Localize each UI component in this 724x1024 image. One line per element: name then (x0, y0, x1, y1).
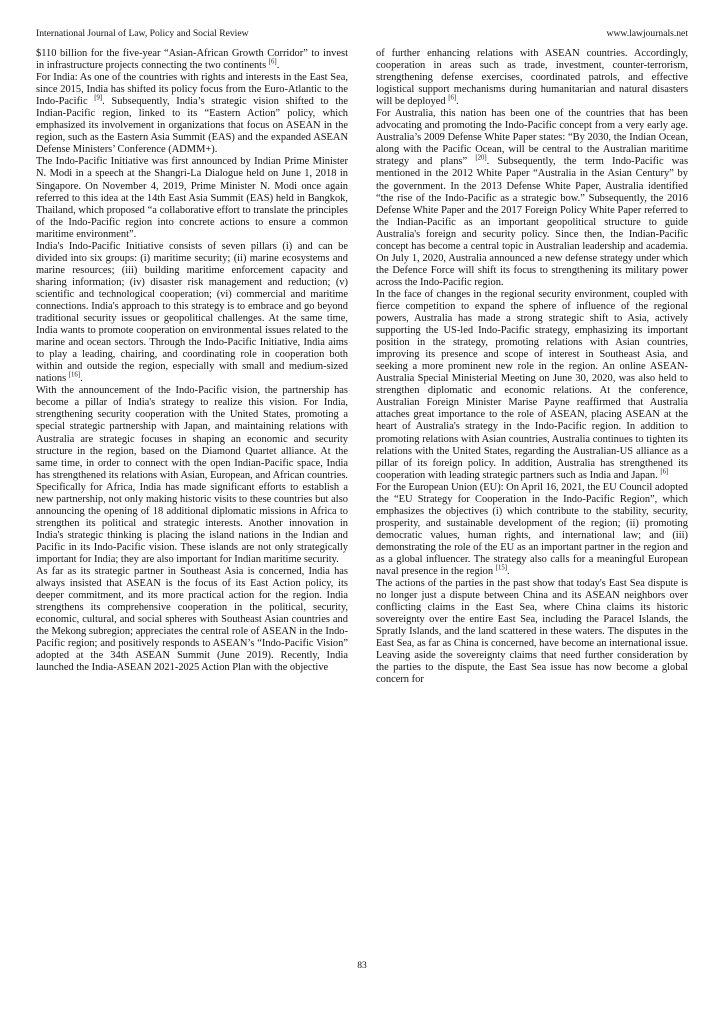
paragraph-text: of further enhancing relations with ASEAN countries. Accordingly, cooperation in areas such as trade, investment, counter-terrorism, strengthening defense exercises, coordinated patrols, and effective logistical support mechanisms during humanitarian and natural disasters will be deployed (376, 48, 688, 108)
citation-ref: [6] (448, 94, 457, 102)
paragraph (376, 289, 688, 482)
journal-website: www.lawjournals.net (606, 28, 688, 39)
left-column (36, 48, 348, 674)
citation-ref: [15] (495, 564, 508, 572)
paragraph (376, 482, 688, 578)
paragraph-text: The Indo-Pacific Initiative was first announced by Indian Prime Minister N. Modi in a speech at the Shangri-La Dialogue held on June 1, 2018 in Singapore. On November 4, 2019, Prime Minister N. Modi once again referred to this idea at the 14th East Asia Summit (EAS) held in Bangkok, Thailand, which proposed “a collaborative effort to translate the principles of the Indo-Pacific region into concrete actions to ensure a common maritime environment”. (36, 156, 348, 240)
paragraph (36, 385, 348, 566)
citation-ref: [6] (268, 58, 277, 66)
paragraph-text: . Subsequently, the term Indo-Pacific was mentioned in the 2012 White Paper “Australia in the Asian Century” by the government. In the 2013 Defense White Paper, Australia identified “the rise of the Indo-Pacific as a strategic bow.” Subsequently, the 2016 Defense White Paper and the 2017 Foreign Policy White Paper referred to the Indian-Pacific as an important geopolitical structure to guide Australia's foreign and security policy. Since then, the Indian-Pacific concept has become a central topic in Australian leadership and academia. On July 1, 2020, Australia announced a new defense strategy under which the Defence Force will shift its focus to strengthening its military power across the Indo-Pacific region. (376, 156, 689, 288)
paragraph-text: For the European Union (EU): On April 16, 2021, the EU Council adopted the “EU Strategy for Cooperation in the Indo-Pacific Region”, which emphasizes the objectives (i) which contribute to the stability, security, prosperity, and sustainable development of the region; (ii) promoting democratic values, human rights, and international law; and (iii) demonstrating the role of the EU as an important partner in the region and as a global influencer. The strategy also calls for a meaningful European naval presence in the region (376, 481, 688, 578)
paragraph-text: In the face of changes in the regional security environment, coupled with fierce competition to expand the sphere of influence of the regional powers, Australia has made a strong strategic shift to Asia, actively supporting the US-led Indo-Pacific strategy, emphasizing its important position in the strategy, promoting relations with Asian countries, improving its presence and scope of interest in Southeast Asia, and seeking a more prominent new role in the region. An online ASEAN-Australia Special Ministerial Meeting on June 30, 2020, was also held to strengthen diplomatic and economic relations. At the conference, Australian Foreign Minister Marise Payne reaffirmed that Australia attaches great importance to the role of ASEAN, placing ASEAN at the heart of Australia's strategy in the Indo-Pacific region. In addition to promoting relations with Asian countries, Australia continues to tighten its relations with the United States, regarding the Australian-US alliance as a pillar of its foreign policy. In addition, Australia has strengthened its cooperation with leading strategic partners such as India and Japan. (376, 288, 688, 481)
paragraph-text: As far as its strategic partner in Southeast Asia is concerned, India has always insisted that ASEAN is the focus of its East Action policy, its deeper commitment, and its more practical action for the region. India strengthens its comprehensive cooperation in the political, security, economic, cultural, and social spheres with Southeast Asian countries and the Mekong subregion; appreciates the central role of ASEAN in the Indo-Pacific region; and positively responds to ASEAN’s “Indo-Pacific Vision” adopted at the 34th ASEAN Summit (June 2019). Recently, India launched the India-ASEAN 2021-2025 Action Plan with the objective (36, 566, 348, 674)
right-column (376, 48, 688, 686)
paragraph-text: For Australia, this nation has been one of the countries that has been advocating and promoting the Indo-Pacific concept from a very early age. Australia’s 2009 Defense White Paper states: “By 2030, the Indian Ocean, along with the Pacific Ocean, will be central to the Australian maritime strategy and plans” (376, 108, 688, 168)
paragraph (36, 241, 348, 386)
citation-ref: [9] (94, 94, 103, 102)
paragraph-text: India's Indo-Pacific Initiative consists of seven pillars (i) and can be divided into six groups: (i) maritime security; (ii) marine ecosystems and marine resources; (iii) building maritime enforcement capacity and sharing information; (iv) disaster risk management and reduction; (v) scientific and technological cooperation; (vi) commercial and maritime connections. India's approach to this strategy is to embrace and go beyond traditional security issues or geopolitical challenges. At the same time, India wants to promote cooperation on environmental issues related to the marine and ocean sectors. Through the Indo-Pacific Initiative, India aims to play a leading, chairing, and coordinating role in cooperation both within and outside the region, especially with small and medium-sized nations (36, 240, 348, 385)
paragraph-text: . (80, 373, 83, 385)
citation-ref: [20] (475, 154, 487, 162)
paragraph (376, 48, 688, 108)
page-number: 83 (357, 960, 367, 971)
paragraph (36, 156, 348, 240)
citation-ref: [16] (68, 371, 81, 379)
citation-ref: [6] (660, 468, 669, 476)
paragraph (376, 578, 688, 686)
paragraph (36, 566, 348, 674)
paragraph-text: . Subsequently, India’s strategic vision shifted to the Indian-Pacific region, linked to its “Eastern Action” policy, which emphasized its involvement in organizations that focus on ASEAN in the region, such as the Eastern Asia Summit (EAS) and the expanded ASEAN Defense Ministers’ Conference (ADMM+). (36, 96, 348, 156)
paragraph (36, 48, 348, 72)
paragraph-text: With the announcement of the Indo-Pacific vision, the partnership has become a pillar of India's strategy to realize this vision. For India, strengthening security cooperation with the United States, promoting a special strategic partnership with Japan, and maintaining relations with Australia are strategic focuses in shaping an economic and security structure in the region, based on the Diamond Quartet alliance. At the same time, in order to connect with the open Indian-Pacific space, India has strengthened its relations with Asian, European, and African countries. Specifically for Africa, India has made significant efforts to establish a new partnership, not only making historic visits to these countries but also announcing the opening of 18 additional diplomatic missions in Africa to strengthen its political and strategic interests. Another innovation in India's strategic thinking is placing the island nations in the Indian and Pacific in its Indo-Pacific vision. These islands are not only strategically important for India; they are also important for Indian maritime security. (36, 385, 348, 565)
paragraph-text: For India: As one of the countries with rights and interests in the East Sea, since 2015, India has shifted its policy focus from the Euro-Atlantic to the Indo-Pacific (36, 72, 348, 108)
paragraph-text: The actions of the parties in the past show that today's East Sea dispute is no longer just a dispute between China and its ASEAN neighbors over conflicting claims in the East Sea, where China claims its historic sovereignty over the entire East Sea, including the Paracel Islands, the Spratly Islands, and the land scattered in these waters. The disputes in the East Sea, as far as China is concerned, have become an international issue. Leaving aside the sovereignty claims that need further consideration by the parties to the dispute, the East Sea issue has now become a global concern for (376, 578, 688, 686)
journal-title: International Journal of Law, Policy and Social Review (36, 28, 249, 39)
paragraph-text: . (456, 96, 459, 108)
paragraph (376, 108, 688, 289)
paragraph-text: . (507, 566, 510, 578)
paragraph (36, 72, 348, 156)
page-header (36, 28, 688, 44)
paragraph-text: $110 billion for the five-year “Asian-African Growth Corridor” to invest in infrastructure projects connecting the two continents (36, 48, 348, 72)
paragraph-text: . (276, 60, 280, 72)
